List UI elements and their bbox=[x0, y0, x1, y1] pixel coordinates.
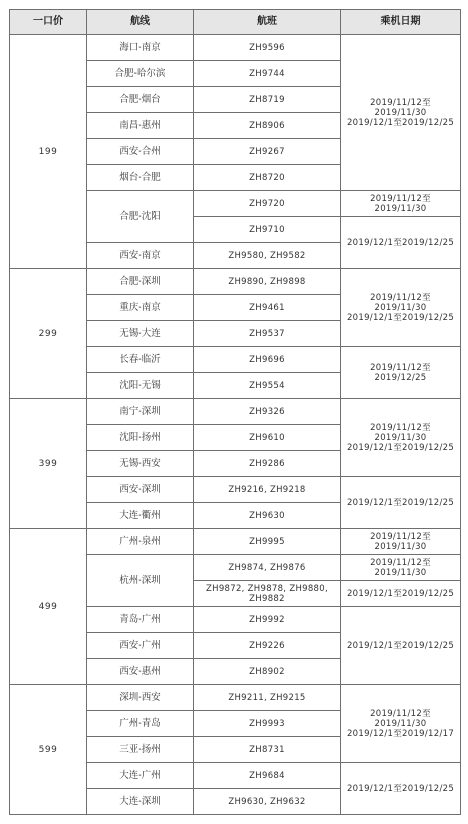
date-line: 2019/11/30 bbox=[374, 302, 427, 313]
date-line: 2019/11/12至 bbox=[370, 708, 431, 719]
flight-cell: ZH9874, ZH9876 bbox=[194, 555, 341, 581]
date-line: 2019/12/1至2019/12/25 bbox=[346, 497, 455, 508]
header-price: 一口价 bbox=[10, 10, 87, 35]
price-cell: 499 bbox=[10, 529, 87, 685]
date-line: 2019/11/30 bbox=[374, 203, 427, 214]
table-row bbox=[10, 269, 461, 295]
flight-cell: ZH9326 bbox=[194, 399, 341, 425]
flight-cell: ZH8906 bbox=[194, 113, 341, 139]
header-flight: 航班 bbox=[194, 10, 341, 35]
flight-cell: ZH9872, ZH9878, ZH9880, ZH9882 bbox=[194, 581, 341, 607]
date-line: 2019/12/1至2019/12/25 bbox=[346, 237, 455, 248]
flight-cell: ZH9630 bbox=[194, 503, 341, 529]
route-cell: 青岛-广州 bbox=[87, 607, 194, 633]
date-line: 2019/12/25 bbox=[374, 372, 427, 383]
flight-cell: ZH9993 bbox=[194, 711, 341, 737]
route-cell: 深圳-西安 bbox=[87, 685, 194, 711]
date-cell bbox=[341, 607, 461, 685]
date-line: 2019/12/1至2019/12/25 bbox=[346, 588, 455, 599]
flight-cell: ZH9995 bbox=[194, 529, 341, 555]
date-line: 2019/11/12至 bbox=[370, 557, 431, 568]
flight-cell: ZH8902 bbox=[194, 659, 341, 685]
flight-cell: ZH9211, ZH9215 bbox=[194, 685, 341, 711]
date-line: 2019/11/30 bbox=[374, 718, 427, 729]
route-cell: 烟台-合肥 bbox=[87, 165, 194, 191]
flight-cell: ZH8720 bbox=[194, 165, 341, 191]
price-cell: 399 bbox=[10, 399, 87, 529]
flight-cell: ZH9461 bbox=[194, 295, 341, 321]
flight-cell: ZH8731 bbox=[194, 737, 341, 763]
table-row bbox=[10, 399, 461, 425]
flight-cell: ZH9630, ZH9632 bbox=[194, 789, 341, 815]
route-cell: 重庆-南京 bbox=[87, 295, 194, 321]
date-line: 2019/11/12至 bbox=[370, 97, 431, 108]
date-cell bbox=[341, 191, 461, 217]
route-cell: 杭州-深圳 bbox=[87, 555, 194, 607]
flight-cell: ZH9226 bbox=[194, 633, 341, 659]
date-line: 2019/11/12至 bbox=[370, 422, 431, 433]
table-row bbox=[10, 529, 461, 555]
date-line: 2019/11/30 bbox=[374, 541, 427, 552]
route-cell: 西安-合州 bbox=[87, 139, 194, 165]
table-row bbox=[10, 685, 461, 711]
flight-cell: ZH9696 bbox=[194, 347, 341, 373]
date-cell bbox=[341, 347, 461, 399]
flight-cell: ZH9610 bbox=[194, 425, 341, 451]
route-cell: 大连-深圳 bbox=[87, 789, 194, 815]
route-cell: 沈阳-无锡 bbox=[87, 373, 194, 399]
route-cell: 海口-南京 bbox=[87, 35, 194, 61]
route-cell: 西安-惠州 bbox=[87, 659, 194, 685]
date-cell bbox=[341, 529, 461, 555]
route-cell: 无锡-西安 bbox=[87, 451, 194, 477]
route-cell: 西安-广州 bbox=[87, 633, 194, 659]
route-cell: 大连-广州 bbox=[87, 763, 194, 789]
date-line: 2019/12/1至2019/12/17 bbox=[346, 728, 455, 739]
price-cell: 199 bbox=[10, 35, 87, 269]
date-cell bbox=[341, 581, 461, 607]
flight-cell: ZH9216, ZH9218 bbox=[194, 477, 341, 503]
date-cell bbox=[341, 217, 461, 269]
route-cell: 广州-泉州 bbox=[87, 529, 194, 555]
flight-cell: ZH9710 bbox=[194, 217, 341, 243]
route-cell: 合肥-深圳 bbox=[87, 269, 194, 295]
date-cell bbox=[341, 763, 461, 815]
flight-cell: ZH9890, ZH9898 bbox=[194, 269, 341, 295]
date-line: 2019/11/12至 bbox=[370, 362, 431, 373]
date-line: 2019/12/1至2019/12/25 bbox=[346, 783, 455, 794]
date-line: 2019/12/1至2019/12/25 bbox=[346, 117, 455, 128]
route-cell: 西安-南京 bbox=[87, 243, 194, 269]
date-cell bbox=[341, 399, 461, 477]
header-dates: 乘机日期 bbox=[341, 10, 461, 35]
route-cell: 西安-深圳 bbox=[87, 477, 194, 503]
header-row bbox=[10, 10, 461, 35]
fare-table bbox=[9, 9, 461, 815]
flight-cell: ZH9720 bbox=[194, 191, 341, 217]
flight-cell: ZH9537 bbox=[194, 321, 341, 347]
date-line: 2019/11/30 bbox=[374, 432, 427, 443]
flight-cell: ZH9267 bbox=[194, 139, 341, 165]
date-line: 2019/11/12至 bbox=[370, 531, 431, 542]
route-cell: 大连-衢州 bbox=[87, 503, 194, 529]
route-cell: 合肥-沈阳 bbox=[87, 191, 194, 243]
flight-cell: ZH9596 bbox=[194, 35, 341, 61]
flight-cell: ZH9992 bbox=[194, 607, 341, 633]
route-cell: 南昌-惠州 bbox=[87, 113, 194, 139]
date-line: 2019/11/12至 bbox=[370, 193, 431, 204]
route-cell: 南宁-深圳 bbox=[87, 399, 194, 425]
price-cell: 299 bbox=[10, 269, 87, 399]
route-cell: 三亚-扬州 bbox=[87, 737, 194, 763]
route-cell: 沈阳-扬州 bbox=[87, 425, 194, 451]
route-cell: 长春-临沂 bbox=[87, 347, 194, 373]
route-cell: 无锡-大连 bbox=[87, 321, 194, 347]
route-cell: 广州-青岛 bbox=[87, 711, 194, 737]
date-line: 2019/11/12至 bbox=[370, 292, 431, 303]
flight-cell: ZH9554 bbox=[194, 373, 341, 399]
header-route: 航线 bbox=[87, 10, 194, 35]
flight-cell: ZH9286 bbox=[194, 451, 341, 477]
date-line: 2019/12/1至2019/12/25 bbox=[346, 640, 455, 651]
date-cell bbox=[341, 35, 461, 191]
flight-cell: ZH9744 bbox=[194, 61, 341, 87]
date-line: 2019/11/30 bbox=[374, 567, 427, 578]
date-cell bbox=[341, 269, 461, 347]
date-line: 2019/11/30 bbox=[374, 107, 427, 118]
date-cell bbox=[341, 555, 461, 581]
date-line: 2019/12/1至2019/12/25 bbox=[346, 312, 455, 323]
route-cell: 合肥-哈尔滨 bbox=[87, 61, 194, 87]
date-line: 2019/12/1至2019/12/25 bbox=[346, 442, 455, 453]
flight-cell: ZH8719 bbox=[194, 87, 341, 113]
price-cell: 599 bbox=[10, 685, 87, 815]
flight-cell: ZH9684 bbox=[194, 763, 341, 789]
route-cell: 合肥-烟台 bbox=[87, 87, 194, 113]
date-cell bbox=[341, 477, 461, 529]
table-row bbox=[10, 35, 461, 61]
flight-cell: ZH9580, ZH9582 bbox=[194, 243, 341, 269]
date-cell bbox=[341, 685, 461, 763]
